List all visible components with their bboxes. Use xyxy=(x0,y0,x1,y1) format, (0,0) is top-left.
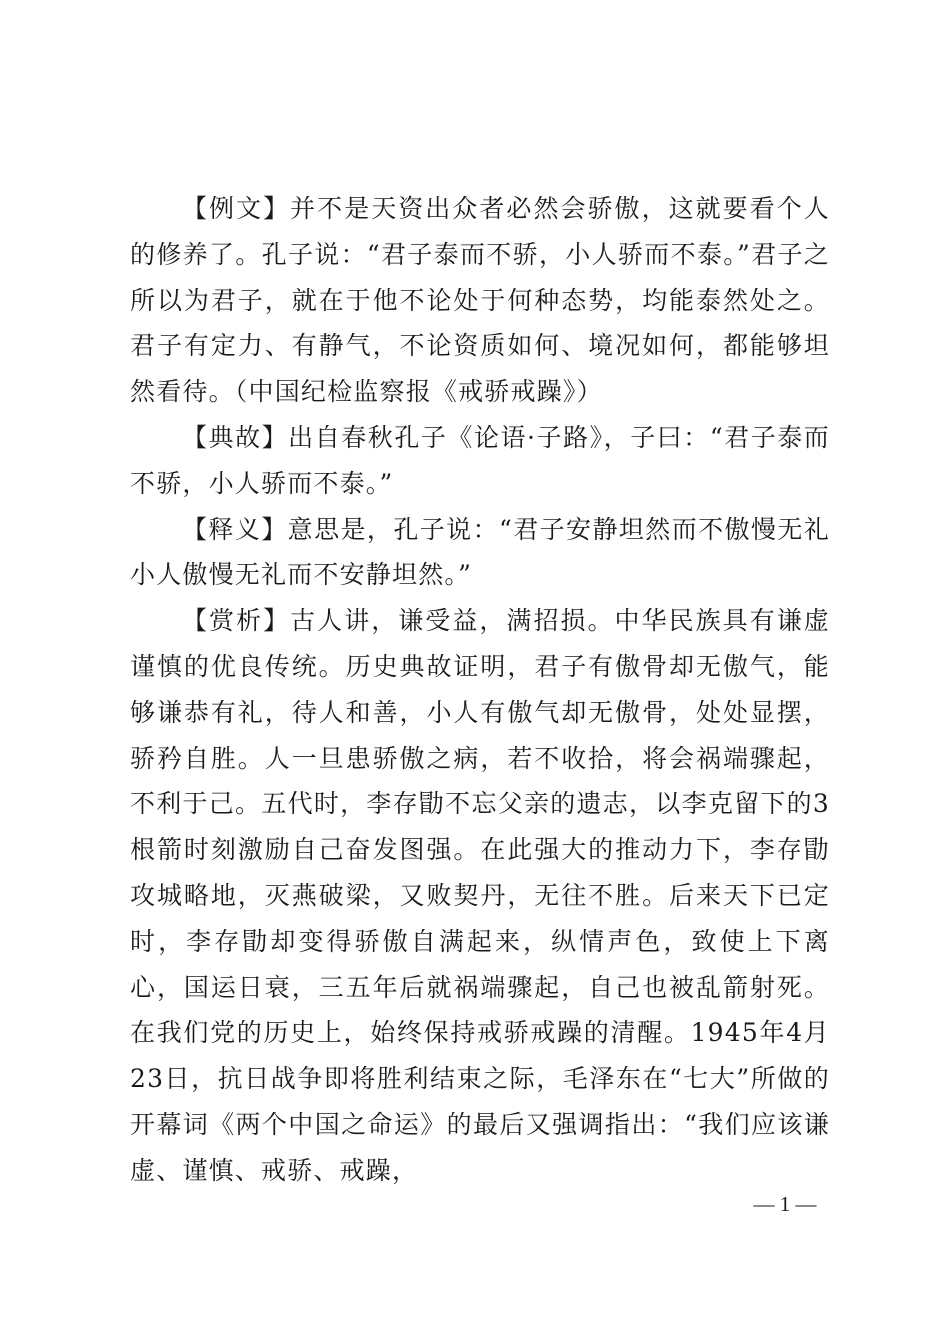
document-body xyxy=(130,186,830,1194)
page-number: — 1 — xyxy=(753,1192,817,1216)
paragraph-example: 【例文】并不是天资出众者必然会骄傲，这就要看个人的修养了。孔子说：“君子泰而不骄，小人骄而不泰。”君子之所以为君子，就在于他不论处于何种态势，均能泰然处之。君子有定力、有静气，不论资质如何、境况如何，都能够坦然看待。（中国纪检监察报《戒骄戒躁》） xyxy=(130,194,830,407)
paragraph-interpretation: 【释义】意思是，孔子说：“君子安静坦然而不傲慢无礼小人傲慢无礼而不安静坦然。” xyxy=(130,514,830,590)
paragraph-allusion: 【典故】出自春秋孔子《论语·子路》，子曰：“君子泰而不骄，小人骄而不泰。” xyxy=(130,422,830,498)
paragraph-appreciation: 【赏析】古人讲，谦受益，满招损。中华民族具有谦虚谨慎的优良传统。历史典故证明，君子有傲骨却无傲气，能够谦恭有礼，待人和善，小人有傲气却无傲骨，处处显摆，骄矜自胜。人一旦患骄傲之病，若不收拾，将会祸端骤起，不利于己。五代时，李存勖不忘父亲的遗志，以李克留下的3根箭时刻激励自己奋发图强。在此强大的推动力下，李存勖攻城略地，灭燕破梁，又败契丹，无往不胜。后来天下已定时，李存勖却变得骄傲自满起来，纵情声色，致使上下离心，国运日衰，三五年后就祸端骤起，自己也被乱箭射死。在我们党的历史上，始终保持戒骄戒躁的清醒。1945年4月23日，抗日战争即将胜利结束之际，毛泽东在“七大”所做的开幕词《两个中国之命运》的最后又强调指出：“我们应该谦虚、谨慎、戒骄、戒躁， xyxy=(130,606,830,1185)
